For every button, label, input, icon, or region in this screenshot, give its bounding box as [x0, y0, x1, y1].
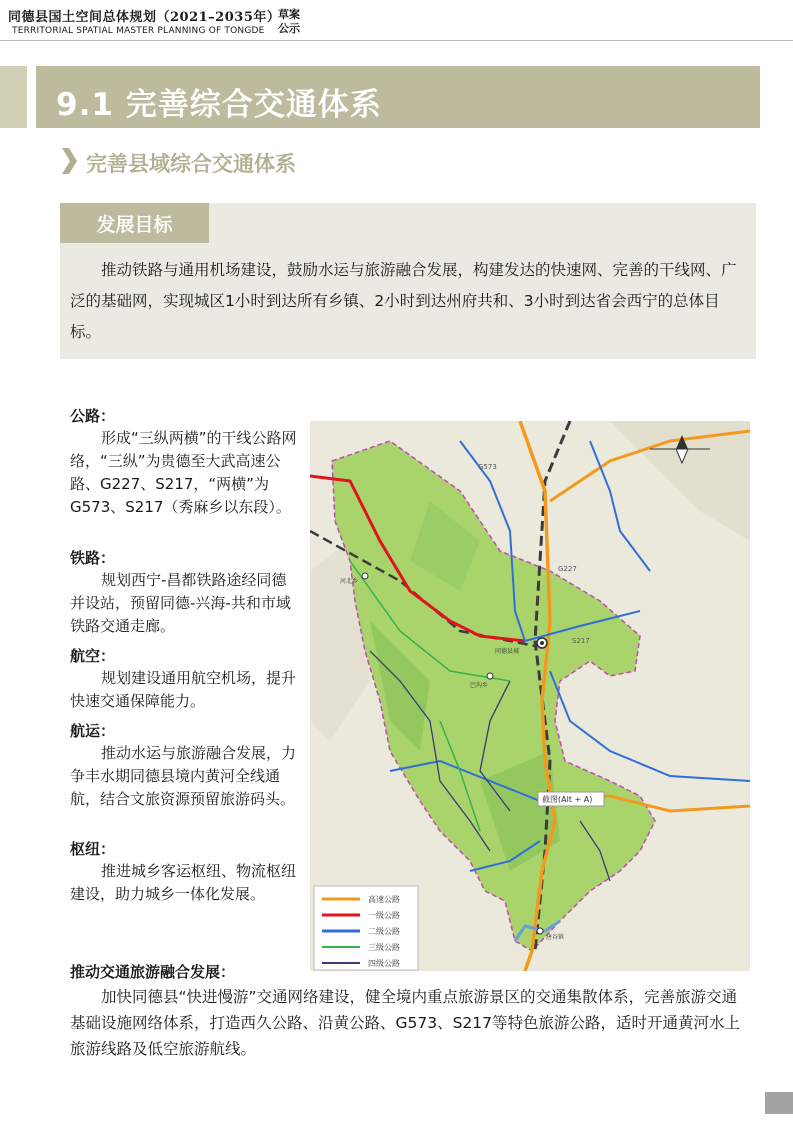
town-marker — [487, 673, 493, 679]
promotion-text: 加快同德县“快进慢游”交通网络建设，健全境内重点旅游景区的交通集散体系，完善旅游交通基础设施网络体系，打造西久公路、沿黄公路、G573、S217等特色旅游公路，适时开通黄河水上旅游线路及低空旅游航线。 — [70, 988, 741, 1058]
topic-heading: 铁路： — [70, 549, 116, 567]
transport-map — [310, 421, 750, 971]
road-label: S217 — [572, 637, 590, 645]
place-label: 唐谷镇 — [546, 934, 565, 941]
document-subtitle: TERRITORIAL SPATIAL MASTER PLANNING OF TONGDE — [12, 26, 265, 36]
topic-body: 推动水运与旅游融合发展，力争丰水期同德县境内黄河全线通航，结合文旅资源预留旅游码头。 — [70, 744, 297, 808]
legend-label: 三级公路 — [368, 943, 400, 952]
legend-label: 四级公路 — [368, 959, 400, 968]
topic-railway — [70, 547, 300, 638]
topic-highway — [70, 405, 300, 519]
chevron-right-icon — [60, 148, 78, 174]
page-number-box — [765, 1092, 793, 1114]
place-label: 河北乡 — [340, 578, 359, 585]
goal-label: 发展目标 — [96, 214, 173, 236]
town-marker — [362, 573, 368, 579]
place-label: 巴沟乡 — [470, 682, 489, 689]
town-marker — [537, 928, 543, 934]
topic-heading: 枢纽： — [70, 840, 116, 858]
section-title: 9.1 完善综合交通体系 — [56, 87, 382, 123]
topic-body: 规划建设通用航空机场，提升快速交通保障能力。 — [70, 669, 297, 710]
topic-body: 推进城乡客运枢纽、物流枢纽建设，助力城乡一体化发展。 — [70, 862, 297, 903]
county-seat-marker — [540, 641, 544, 645]
map-canvas — [310, 421, 750, 971]
goal-text: 推动铁路与通用机场建设，鼓励水运与旅游融合发展，构建发达的快速网、完善的干线网、广泛的基础网，实现城区1小时到达所有乡镇、2小时到达州府共和、3小时到达省会西宁的总体目标。 — [70, 261, 737, 341]
document-title: 同德县国土空间总体规划（2021–2035年） — [8, 10, 281, 25]
screenshot-tag: 截图(Alt + A) — [542, 795, 593, 804]
place-label: 同德县城 — [495, 648, 520, 655]
topic-heading: 公路： — [70, 407, 116, 425]
header-divider — [0, 40, 793, 41]
topic-aviation — [70, 645, 300, 713]
road-label: G573 — [478, 463, 497, 471]
draft-line-2: 公示 — [278, 22, 300, 35]
topic-heading: 航运： — [70, 722, 116, 740]
topic-heading: 航空： — [70, 647, 116, 665]
legend-label: 高速公路 — [368, 895, 400, 904]
topic-body: 形成“三纵两横”的干线公路网络，“三纵”为贵德至大武高速公路、G227、S217，“两横”为G573、S217（秀麻乡以东段）。 — [70, 429, 297, 516]
road-label: G227 — [558, 565, 577, 573]
topic-hub — [70, 838, 300, 906]
legend-label: 二级公路 — [368, 927, 400, 936]
draft-stamp — [278, 8, 300, 36]
legend-label: 一级公路 — [368, 911, 400, 920]
topic-body: 规划西宁-昌都铁路途经同德并设站，预留同德-兴海-共和市域铁路交通走廊。 — [70, 571, 291, 635]
subsection-title: 完善县域综合交通体系 — [86, 152, 296, 176]
section-decoration — [0, 66, 27, 128]
topic-waterway — [70, 720, 300, 811]
draft-line-1: 草案 — [278, 8, 300, 21]
promotion-heading: 推动交通旅游融合发展： — [70, 963, 236, 981]
